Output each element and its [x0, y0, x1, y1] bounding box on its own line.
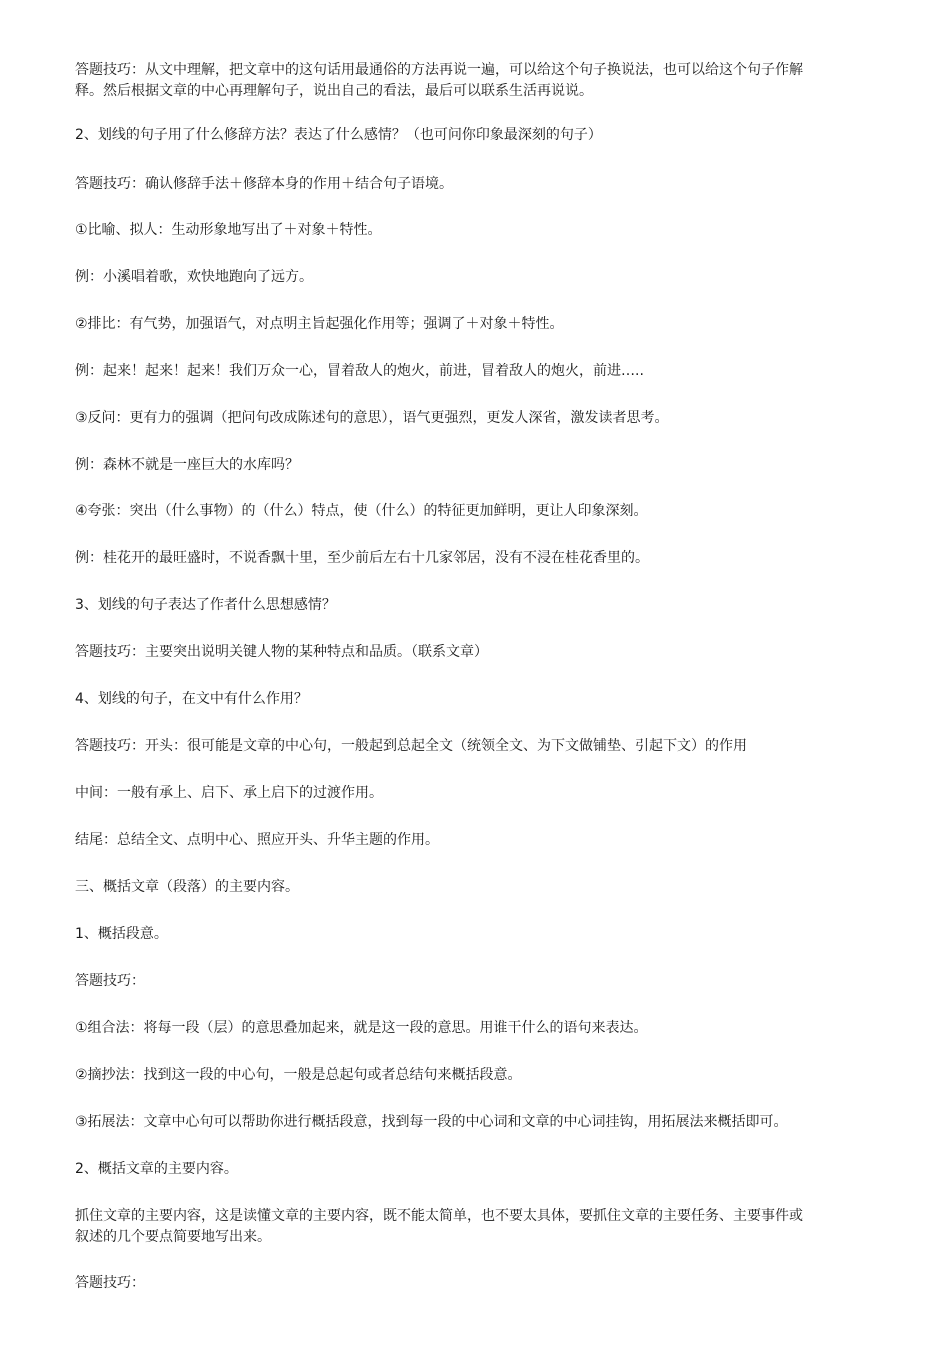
item-excerpt-method	[75, 1065, 885, 1086]
paragraph-answer-tip-label-final	[75, 1273, 885, 1294]
text-line: 中间：一般有承上、启下、承上启下的过渡作用。	[75, 785, 383, 801]
text-line: 例：起来！起来！起来！我们万众一心，冒着敌人的炮火，前进，冒着敌人的炮火，前进…..	[75, 363, 644, 379]
text-line: ③拓展法：文章中心句可以帮助你进行概括段意，找到每一段的中心词和文章的中心词挂钩，用拓展法来概括即可。	[75, 1114, 788, 1130]
text-line: 抓住文章的主要内容，这是读懂文章的主要内容，既不能太简单，也不要太具体，要抓住文章的主要任务、主要事件或	[75, 1208, 803, 1224]
paragraph-answer-tip-rhetoric	[75, 174, 885, 195]
text-line: 叙述的几个要点简要地写出来。	[75, 1229, 271, 1245]
example-rhetorical-question	[75, 455, 885, 476]
item-expansion-method	[75, 1112, 885, 1133]
item-parallelism	[75, 314, 885, 335]
text-line: ①比喻、拟人：生动形象地写出了＋对象＋特性。	[75, 222, 382, 238]
item-combination-method	[75, 1018, 885, 1039]
example-metaphor	[75, 267, 885, 288]
text-line: 三、概括文章（段落）的主要内容。	[75, 879, 299, 895]
text-line: 例：桂花开的最旺盛时，不说香飘十里，至少前后左右十几家邻居，没有不浸在桂花香里的。	[75, 550, 649, 566]
text-line: 答题技巧：从文中理解，把文章中的这句话用最通俗的方法再说一遍，可以给这个句子换说法，也可以给这个句子作解	[75, 62, 803, 78]
text-line: ②排比：有气势，加强语气，对点明主旨起强化作用等；强调了＋对象＋特性。	[75, 316, 564, 332]
text-line: ①组合法：将每一段（层）的意思叠加起来，就是这一段的意思。用谁干什么的语句来表达。	[75, 1020, 648, 1036]
question-3-heading	[75, 595, 885, 616]
text-line: ③反问：更有力的强调（把问句改成陈述句的意思），语气更强烈，更发人深省，激发读者思考。	[75, 410, 669, 426]
text-line: 例：森林不就是一座巨大的水库吗？	[75, 457, 299, 473]
paragraph-answer-tip-emotion	[75, 642, 885, 663]
text-line: ②摘抄法：找到这一段的中心句，一般是总起句或者总结句来概括段意。	[75, 1067, 522, 1083]
question-2-heading	[75, 125, 885, 146]
text-line: 答题技巧：	[75, 973, 145, 989]
text-line: 3、划线的句子表达了作者什么思想感情？	[75, 597, 336, 613]
paragraph-main-content	[75, 1206, 885, 1248]
text-line: 4、划线的句子，在文中有什么作用？	[75, 691, 308, 707]
example-parallelism	[75, 361, 885, 382]
paragraph-answer-tip-understanding	[75, 60, 885, 102]
text-line: 2、概括文章的主要内容。	[75, 1161, 238, 1177]
subsection-2-heading	[75, 1159, 885, 1180]
text-line: 结尾：总结全文、点明中心、照应开头、升华主题的作用。	[75, 832, 439, 848]
text-line: 2、划线的句子用了什么修辞方法？表达了什么感情？（也可问你印象最深刻的句子）	[75, 127, 602, 143]
item-metaphor-personification	[75, 220, 885, 241]
paragraph-position-middle	[75, 783, 885, 804]
section-3-heading	[75, 877, 885, 898]
text-line: 1、概括段意。	[75, 926, 168, 942]
item-hyperbole	[75, 501, 885, 522]
paragraph-answer-tip-label	[75, 971, 885, 992]
text-line: 答题技巧：	[75, 1275, 145, 1291]
item-rhetorical-question	[75, 408, 885, 429]
example-hyperbole	[75, 548, 885, 569]
paragraph-position-end	[75, 830, 885, 851]
text-line: 答题技巧：开头：很可能是文章的中心句，一般起到总起全文（统领全文、为下文做铺垫、引起下文）的作用	[75, 738, 747, 754]
text-line: ④夸张：突出（什么事物）的（什么）特点，使（什么）的特征更加鲜明，更让人印象深刻。	[75, 503, 648, 519]
text-line: 例：小溪唱着歌，欢快地跑向了远方。	[75, 269, 313, 285]
text-line: 释。然后根据文章的中心再理解句子，说出自己的看法，最后可以联系生活再说说。	[75, 83, 593, 99]
text-line: 答题技巧：主要突出说明关键人物的某种特点和品质。（联系文章）	[75, 644, 488, 660]
text-line: 答题技巧：确认修辞手法＋修辞本身的作用＋结合句子语境。	[75, 176, 453, 192]
paragraph-answer-tip-position-start	[75, 736, 885, 757]
question-4-heading	[75, 689, 885, 710]
subsection-1-heading	[75, 924, 885, 945]
